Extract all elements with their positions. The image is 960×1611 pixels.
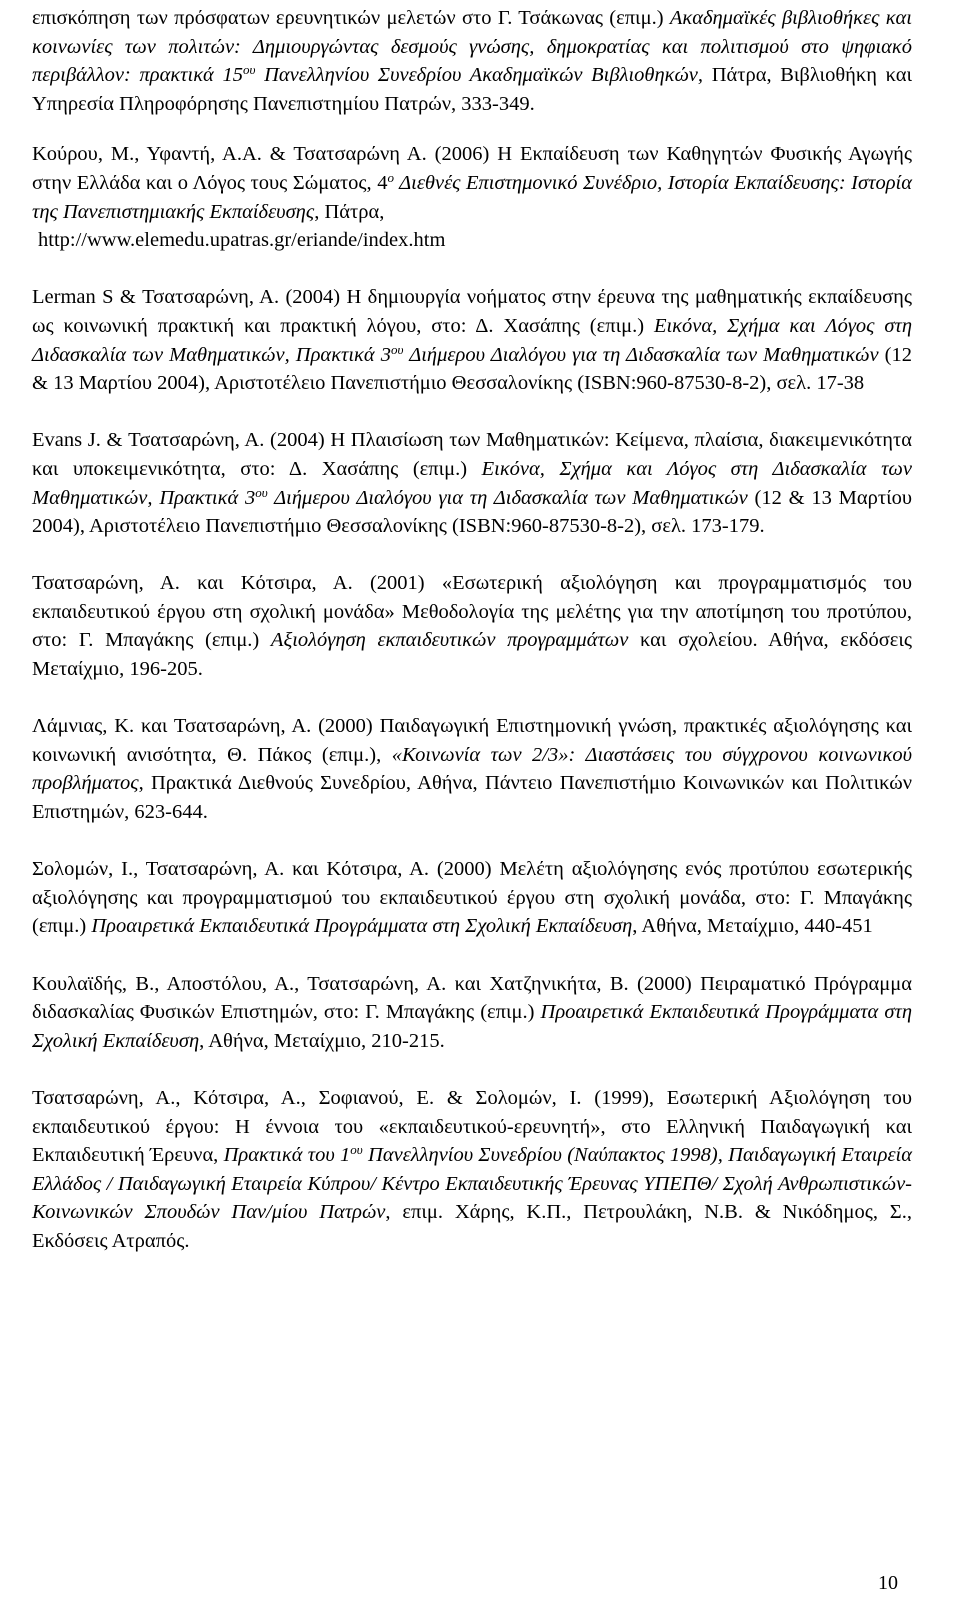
reference-entry <box>32 712 912 826</box>
reference-title-italic: Προαιρετικά Εκπαιδευτικά Προγράμματα στη Σχολική Εκπαίδευση <box>91 915 633 938</box>
reference-title-italic: Αξιολόγηση εκπαιδευτικών προγραμμάτων <box>270 629 629 652</box>
reference-title-italic: Προαιρετικά Εκπαιδευτικά Προγράμματα στη Σχολική Εκπαίδευση <box>32 1001 913 1052</box>
reference-title-italic: «Κοινωνία των 2/3»: Διαστάσεις του σύγχρονου κοινωνικού προβλήματος <box>32 743 912 795</box>
reference-title-italic: Διήμερου Διαλόγου για τη Διδασκαλία των Μαθηματικών <box>267 486 748 509</box>
reference-title-italic: Ακαδημαϊκές βιβλιοθήκες και κοινωνίες των πολιτών: Δημιουργώντας δεσμούς γνώσης, δημοκρατίας και πολιτισμού στο ψηφιακό περιβάλλον: πρακτικά 15 <box>32 7 912 87</box>
reference-entry <box>32 426 912 540</box>
reference-text: και σχολείου. Αθήνα, εκδόσεις Μεταίχμιο, 196-205. <box>32 629 912 681</box>
reference-text: Σολομών, Ι., Τσατσαρώνη, Α. και Κότσιρα, Α. (2000) Μελέτη αξιολόγησης ενός προτύπου εσωτερικής αξιολόγησης και προγραμματισμού του εκπαιδευτικού έργου στη σχολική μονάδα, στο: Γ. Μπαγάκης (επιμ.) <box>32 858 912 938</box>
reference-title-italic: Πανελληνίου Συνεδρίου Ακαδημαϊκών Βιβλιοθηκών, <box>255 64 704 87</box>
reference-text: Κουλαϊδής, Β., Αποστόλου, Α., Τσατσαρώνη, Α. και Χατζηνικήτα, Β. (2000) Πειραματικό Πρόγραμμα διδασκαλίας Φυσικών Επιστημών, στο: Γ. Μπαγάκης (επιμ.) <box>32 972 912 1024</box>
reference-text: , Αθήνα, Μεταίχμιο, 210-215. <box>199 1029 445 1052</box>
reference-text: Evans J. & Τσατσαρώνη, Α. (2004) Η Πλαισίωση των Μαθηματικών: Κείμενα, πλαίσια, διακειμενικότητα και υποκειμενικότητα, στο: Δ. Χασάπης (επιμ.) <box>32 429 912 480</box>
reference-title-italic: Διήμερου Διαλόγου για τη Διδασκαλία των Μαθηματικών <box>403 343 879 366</box>
reference-text: (12 & 13 Μαρτίου 2004), Αριστοτέλειο Πανεπιστήμιο Θεσσαλονίκης (ISBN:960-87530-8-2), σελ. 17-38 <box>32 343 912 395</box>
reference-title-italic: Εικόνα, Σχήμα και Λόγος στη Διδασκαλία των Μαθηματικών, Πρακτικά 3 <box>32 457 912 509</box>
ordinal-superscript: ου <box>255 484 268 500</box>
ordinal-superscript: ου <box>350 1142 363 1158</box>
reference-text: Πάτρα, Βιβλιοθήκη και Υπηρεσία Πληροφόρησης Πανεπιστημίου Πατρών, 333-349. <box>32 64 912 115</box>
reference-title-italic: Εικόνα, Σχήμα και Λόγος στη Διδασκαλία των Μαθηματικών, Πρακτικά 3 <box>32 314 912 366</box>
reference-text: , Πάτρα, <box>314 200 385 223</box>
reference-entry <box>32 970 912 1056</box>
reference-entry <box>32 1084 912 1256</box>
reference-text: επισκόπηση των πρόσφατων ερευνητικών μελετών στο Γ. Τσάκωνας (επιμ.) <box>32 7 670 29</box>
reference-text: , Πρακτικά Διεθνούς Συνεδρίου, Αθήνα, Πάντειο Πανεπιστήμιο Κοινωνικών και Πολιτικών Επιστημών, 623-644. <box>32 772 912 824</box>
reference-text: , Αθήνα, Μεταίχμιο, 440-451 <box>632 915 873 938</box>
reference-url: http://www.elemedu.upatras.gr/eriande/index.htm <box>38 229 446 252</box>
page-number: 10 <box>878 1572 898 1594</box>
reference-entry <box>32 140 912 254</box>
reference-text: (12 & 13 Μαρτίου 2004), Αριστοτέλειο Πανεπιστήμιο Θεσσαλονίκης (ISBN:960-87530-8-2), σελ. 173-179. <box>32 486 913 538</box>
reference-text: Τσατσαρώνη, Α., Κότσιρα, Α., Σοφιανού, Ε. & Σολομών, Ι. (1999), Εσωτερική Αξιολόγηση του εκπαιδευτικού έργου: Η έννοια του «εκπαιδευτικού-ερευνητή», στο Ελληνική Παιδαγωγική και Εκπαιδευτική Έρευνα, <box>32 1086 912 1167</box>
ordinal-superscript: ου <box>242 62 256 78</box>
reference-text: Τσατσαρώνη, Α. και Κότσιρα, Α. (2001) «Εσωτερική αξιολόγηση και προγραμματισμός του εκπαιδευτικού έργου στη σχολική μονάδα» Μεθοδολογία της μελέτης για την αποτίμηση του προτύπου, στο: Γ. Μπαγάκης (επιμ.) <box>32 572 912 652</box>
ordinal-superscript: ο <box>387 169 394 185</box>
reference-text: Κούρου, Μ., Υφαντή, Α.Α. & Τσατσαρώνη Α. (2006) Η Εκπαίδευση των Καθηγητών Φυσικής Αγωγής στην Ελλάδα και ο Λόγος τους Σώματος, 4 <box>32 143 912 194</box>
ordinal-superscript: ου <box>391 341 404 357</box>
reference-text: , επιμ. Χάρης, Κ.Π., Πετρουλάκη, Ν.Β. & Νικόδημος, Σ., Εκδόσεις Ατραπός. <box>32 1201 912 1252</box>
reference-entry <box>32 855 912 941</box>
reference-title-italic: Πανελληνίου Συνεδρίου (Ναύπακτος 1998), Παιδαγωγική Εταιρεία Ελλάδος / Παιδαγωγική Εταιρεία Κύπρου/ Κέντρο Εκπαιδευτικής Έρευνας ΥΠΕΠΘ/ Σχολή Ανθρωπιστικών- Κοινωνικών Σπουδών Παν/μίου Πατρών <box>32 1144 913 1224</box>
reference-list <box>32 4 912 1284</box>
reference-entry <box>32 4 912 118</box>
reference-entry <box>32 569 912 683</box>
reference-title-italic: Διεθνές Επιστημονικό Συνέδριο, Ιστορία Εκπαίδευσης: Ιστορία της Πανεπιστημιακής Εκπαίδευσης <box>32 171 913 223</box>
reference-text: Λάμνιας, Κ. και Τσατσαρώνη, Α. (2000) Παιδαγωγική Επιστημονική γνώση, πρακτικές αξιολόγησης και κοινωνική ανισότητα, Θ. Πάκος (επιμ.), <box>32 715 912 766</box>
reference-entry <box>32 283 912 397</box>
reference-text: Lerman S & Τσατσαρώνη, Α. (2004) Η δημιουργία νοήματος στην έρευνα της μαθηματικής εκπαίδευσης ως κοινωνική πρακτική και πρακτική λόγου, στο: Δ. Χασάπης (επιμ.) <box>32 286 912 337</box>
reference-title-italic: Πρακτικά του 1 <box>223 1144 351 1167</box>
